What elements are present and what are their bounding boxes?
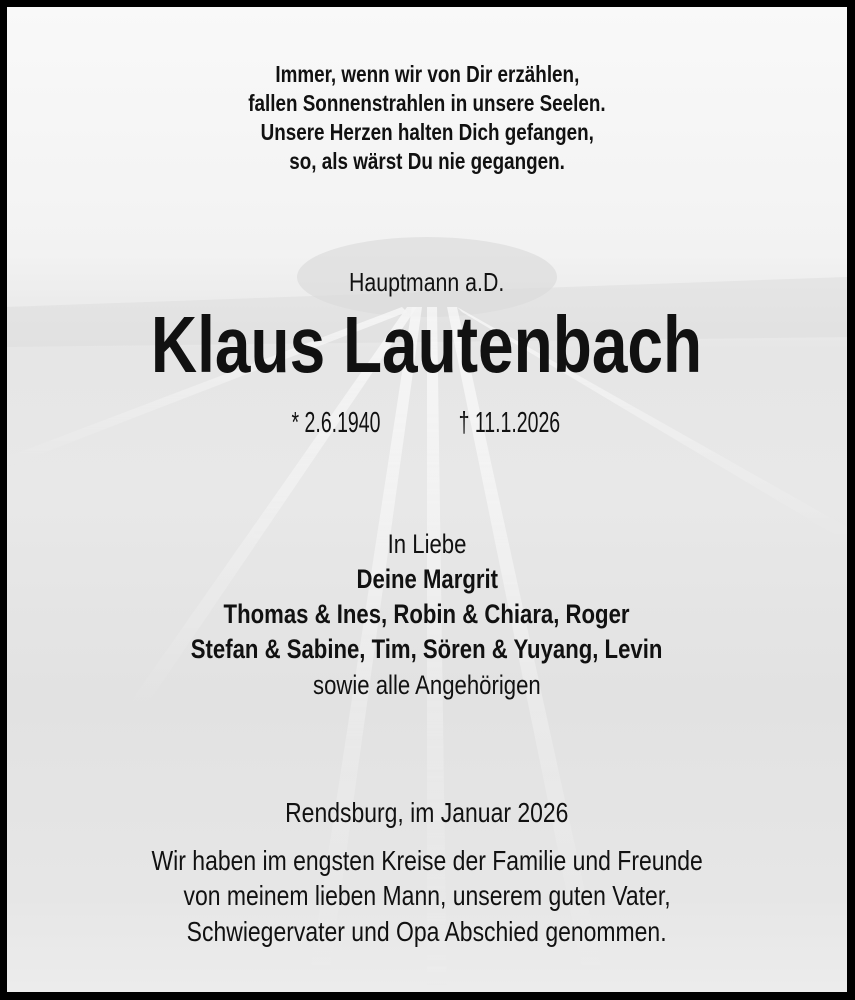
mourner-line: Stefan & Sabine, Tim, Sören & Yuyang, Levin [191,634,663,664]
poem-line: Immer, wenn wir von Dir erzählen, [275,61,579,87]
deceased-name: Klaus Lautenbach [151,300,703,389]
mourners-intro: In Liebe [387,529,467,559]
poem-line: so, als wärst Du nie gegangen. [289,148,565,174]
mourner-line: Deine Margrit [356,564,498,594]
birth-date: * 2.6.1940 [291,407,381,439]
place-date: Rendsburg, im Januar 2026 [285,797,569,828]
poem-line: Unsere Herzen halten Dich gefangen, [260,119,594,145]
obituary-notice [7,7,847,992]
mourner-line: Thomas & Ines, Robin & Chiara, Roger [224,599,630,629]
rank-title: Hauptmann a.D. [349,267,505,297]
poem-line: fallen Sonnenstrahlen in unsere Seelen. [248,90,606,116]
life-dates [7,407,847,440]
closing-line: Wir haben im engsten Kreise der Familie und Freunde [151,845,703,876]
mourners-outro: sowie alle Angehörigen [313,670,541,700]
closing-line: Schwiegervater und Opa Abschied genommen. [187,916,667,947]
death-date: † 11.1.2026 [459,407,561,439]
closing-line: von meinem lieben Mann, unserem guten Vater, [183,880,671,911]
